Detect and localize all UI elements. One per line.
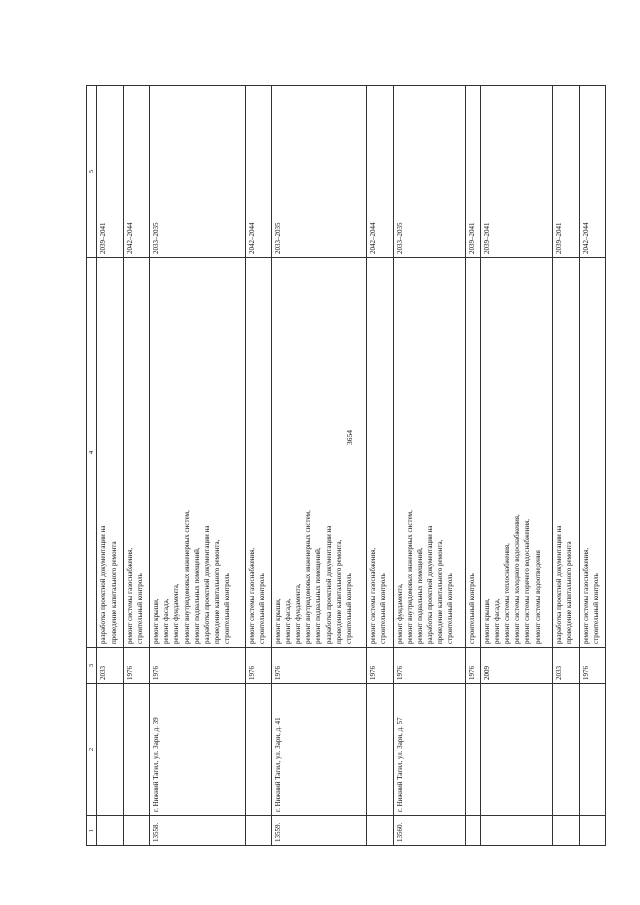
works-cell	[480, 258, 552, 648]
work-item: ремонт внутридомовых инженерных систем,	[304, 510, 313, 644]
address-cell: г. Нижний Тагил, ул. Зари, д. 57	[393, 684, 465, 816]
work-item: ремонт фасада,	[284, 598, 293, 644]
work-item: проведение капитального ремонта,	[334, 539, 343, 644]
work-item: ремонт системы газоснабжения,	[125, 547, 134, 644]
work-item: ремонт фундамента,	[395, 583, 404, 644]
column-header-4: 4	[87, 258, 97, 648]
year-cell: 2033	[553, 648, 579, 684]
year-cell: 2009	[480, 648, 552, 684]
work-item: проведение капитального ремонта	[109, 541, 118, 644]
table-frame	[86, 86, 606, 846]
address-cell	[97, 684, 123, 816]
row-number	[553, 816, 579, 846]
work-item: строительный контроль	[446, 573, 455, 644]
address-cell	[245, 684, 271, 816]
year-cell: 1976	[579, 648, 605, 684]
row-number	[245, 816, 271, 846]
work-item: строительный контроль	[223, 573, 232, 644]
work-item: ремонт системы газоснабжения,	[369, 547, 378, 644]
work-item: ремонт фасада,	[492, 598, 501, 644]
column-header-3: 3	[87, 648, 97, 684]
address-cell	[367, 684, 393, 816]
table-row	[150, 86, 245, 846]
work-item: ремонт крыши,	[482, 598, 491, 644]
year-cell: 1976	[367, 648, 393, 684]
work-item: ремонт крыши,	[273, 598, 282, 644]
works-cell	[271, 258, 366, 648]
work-item: ремонт внутридомовых инженерных систем,	[182, 510, 191, 644]
table-row	[123, 86, 149, 846]
row-number	[367, 816, 393, 846]
table-body	[97, 86, 606, 846]
works-cell	[97, 258, 123, 648]
work-item: ремонт крыши,	[152, 598, 161, 644]
row-number	[97, 816, 123, 846]
page-number: 3654	[345, 430, 354, 445]
address-cell: г. Нижний Тагил, ул. Зари, д. 39	[150, 684, 245, 816]
works-cell	[465, 258, 480, 648]
address-cell	[579, 684, 605, 816]
row-number	[579, 816, 605, 846]
work-item: разработка проектной документации на	[426, 525, 434, 644]
work-item: строительный контроль	[257, 573, 266, 644]
period-cell: 2033–2035	[271, 86, 366, 258]
year-cell: 1976	[150, 648, 245, 684]
column-header-5: 5	[87, 86, 97, 258]
row-number	[123, 816, 149, 846]
works-cell	[123, 258, 149, 648]
period-cell: 2033–2035	[393, 86, 465, 258]
period-cell: 2042–2044	[367, 86, 393, 258]
works-cell	[393, 258, 465, 648]
work-item: ремонт системы холодного водоснабжения,	[513, 514, 522, 644]
row-number: 13560.	[393, 816, 465, 846]
year-cell: 1976	[465, 648, 480, 684]
table-row	[393, 86, 465, 846]
year-cell: 1976	[245, 648, 271, 684]
year-cell: 2033	[97, 648, 123, 684]
work-item: разработка проектной документации на	[555, 525, 564, 644]
work-item: проведение капитального ремонта,	[213, 539, 222, 644]
row-number	[480, 816, 552, 846]
work-item: ремонт фасада,	[162, 598, 171, 644]
column-header-1: 1	[87, 816, 97, 846]
work-item: проведение капитального ремонта,	[436, 539, 445, 644]
repair-schedule-table	[86, 85, 606, 846]
works-cell	[579, 258, 605, 648]
year-cell: 1976	[393, 648, 465, 684]
row-number: 13558.	[150, 816, 245, 846]
table-row	[553, 86, 579, 846]
period-cell: 2042–2044	[579, 86, 605, 258]
work-item: строительный контроль	[344, 573, 353, 644]
work-item: ремонт внутридомовых инженерных систем,	[405, 510, 414, 644]
work-item: ремонт фундамента,	[172, 583, 181, 644]
table-row	[367, 86, 393, 846]
work-item: строительный контроль	[379, 573, 388, 644]
address-cell	[480, 684, 552, 816]
work-item: ремонт системы теплоснабжения,	[503, 543, 512, 644]
period-cell: 2042–2044	[123, 86, 149, 258]
work-item: ремонт подвальных помещений,	[415, 547, 424, 644]
work-item: строительный контроль	[591, 573, 600, 644]
work-item: ремонт системы газоснабжения,	[581, 547, 590, 644]
period-cell: 2033–2035	[150, 86, 245, 258]
address-cell: г. Нижний Тагил, ул. Зари, д. 41	[271, 684, 366, 816]
work-item: разработка проектной документации на	[324, 525, 333, 644]
table-row	[97, 86, 123, 846]
period-cell: 2039–2041	[97, 86, 123, 258]
work-item: ремонт фундамента,	[294, 583, 303, 644]
row-number: 13559.	[271, 816, 366, 846]
work-item: разработка проектной документации на	[99, 525, 108, 644]
address-cell	[465, 684, 480, 816]
works-cell	[245, 258, 271, 648]
work-item: ремонт системы водоотведения	[533, 550, 542, 644]
period-cell: 2039–2041	[465, 86, 480, 258]
period-cell: 2042–2044	[245, 86, 271, 258]
year-cell: 1976	[123, 648, 149, 684]
table-row	[245, 86, 271, 846]
table-row	[579, 86, 605, 846]
work-item: ремонт подвальных помещений,	[314, 547, 323, 644]
header-row	[87, 86, 97, 846]
work-item: ремонт системы горячего водоснабжения,	[523, 518, 532, 644]
column-header-2: 2	[87, 684, 97, 816]
table-row	[480, 86, 552, 846]
address-cell	[553, 684, 579, 816]
period-cell: 2039–2041	[480, 86, 552, 258]
table-row	[465, 86, 480, 846]
table-row	[271, 86, 366, 846]
work-item: проведение капитального ремонта	[565, 541, 574, 644]
work-item: строительный контроль	[135, 573, 144, 644]
row-number	[465, 816, 480, 846]
works-cell	[553, 258, 579, 648]
work-item: разработка проектной документации на	[202, 525, 211, 644]
work-item: ремонт подвальных помещений,	[192, 547, 201, 644]
works-cell	[367, 258, 393, 648]
year-cell: 1976	[271, 648, 366, 684]
work-item: ремонт системы газоснабжения,	[247, 547, 256, 644]
period-cell: 2039–2041	[553, 86, 579, 258]
address-cell	[123, 684, 149, 816]
work-item: строительный контроль	[467, 573, 476, 644]
works-cell	[150, 258, 245, 648]
register-sheet	[86, 86, 606, 846]
